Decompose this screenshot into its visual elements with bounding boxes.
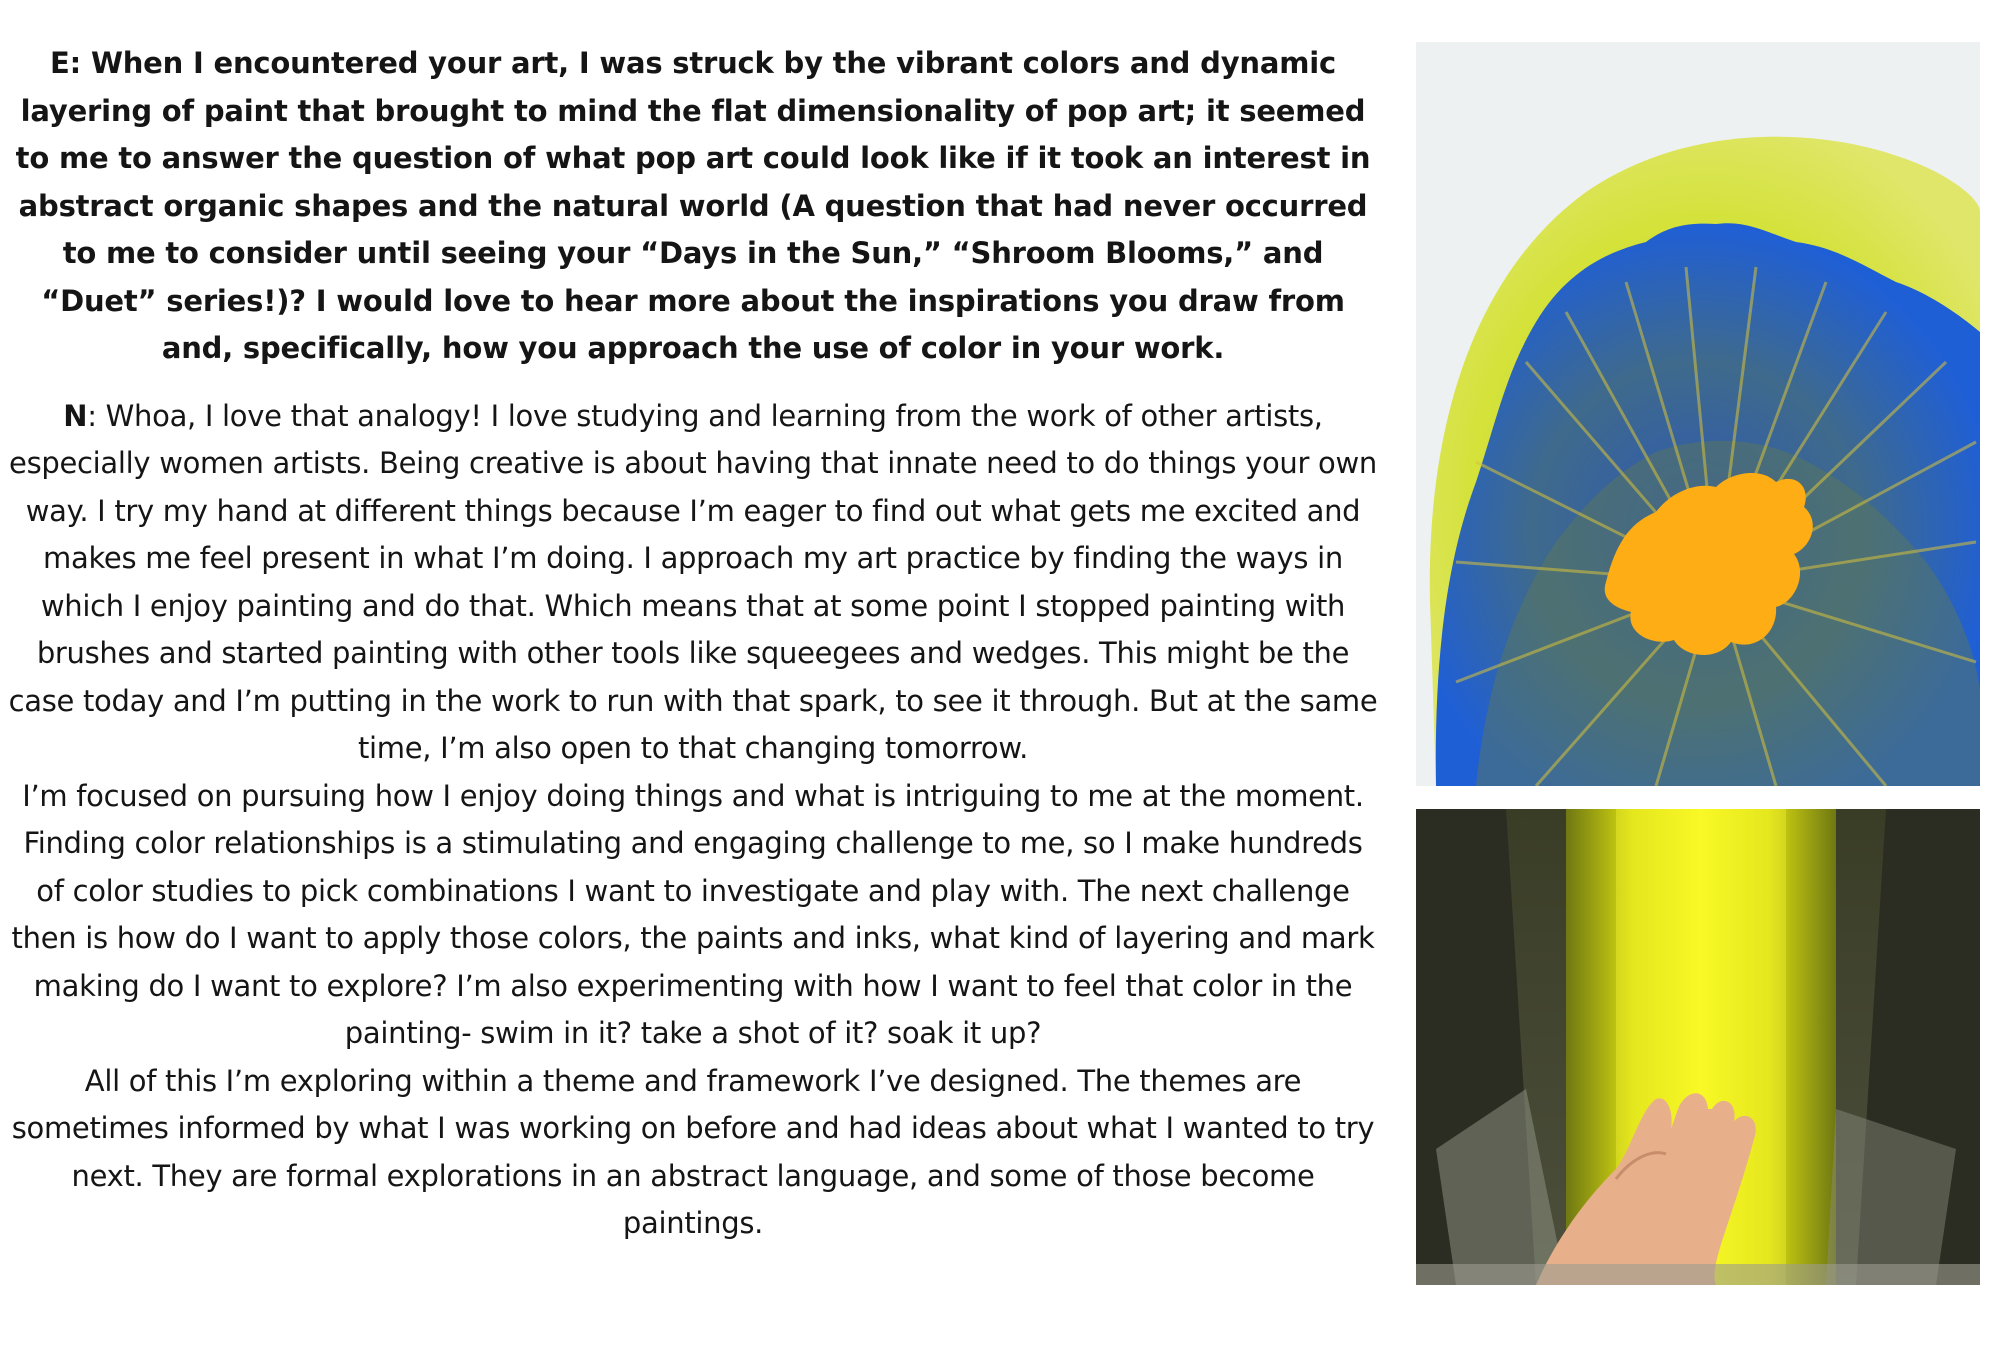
flower-painting-image (1416, 42, 1980, 786)
answer-block (8, 393, 1378, 1248)
flower-painting-graphic (1416, 42, 1980, 786)
answer-paragraph-1: N: Whoa, I love that analogy! I love studying and learning from the work of other artists, especially women artists. Being creative is about having that innate need to do things your own way. I try my hand at different things because I’m eager to find out what gets me excited and makes me feel present in what I’m doing. I approach my art practice by finding the ways in which I enjoy painting and do that. Which means that at some point I stopped painting with brushes and started painting with other tools like squeegees and wedges. This might be the case today and I’m putting in the work to run with that spark, to see it through. But at the same time, I’m also open to that changing tomorrow. (8, 398, 1378, 765)
question-text: When I encountered your art, I was struck by the vibrant colors and dynamic layering of paint that brought to mind the flat dimensionality of pop art; it seemed to me to answer the question of what pop art could look like if it took an interest in abstract organic shapes and the natural world (A question that had never occurred to me to consider until seeing your “Days in the Sun,” “Shroom Blooms,” and “Duet” series!)? I would love to hear more about the inspirations you draw from and, specifically, how you approach the use of color in your work. (15, 46, 1371, 365)
question-speaker: E (50, 46, 70, 80)
yellow-light-graphic (1416, 809, 1980, 1285)
answer-speaker: N (63, 398, 88, 433)
question-paragraph: E: When I encountered your art, I was struck by the vibrant colors and dynamic layering of paint that brought to mind the flat dimensionality of pop art; it seemed to me to answer the question of what pop art could look like if it took an interest in abstract organic shapes and the natural world (A question that had never occurred to me to consider until seeing your “Days in the Sun,” “Shroom Blooms,” and “Duet” series!)? I would love to hear more about the inspirations you draw from and, specifically, how you approach the use of color in your work. (15, 46, 1371, 365)
answer-paragraph-2: I’m focused on pursuing how I enjoy doing things and what is intriguing to me at the moment. Finding color relationships is a stimulating and engaging challenge to me, so I make hundreds of color studies to pick combinations I want to investigate and play with. The next challenge then is how do I want to apply those colors, the paints and inks, what kind of layering and mark making do I want to explore? I’m also experimenting with how I want to feel that color in the painting- swim in it? take a shot of it? soak it up? (11, 778, 1375, 1050)
yellow-light-hand-image (1416, 809, 1980, 1285)
answer-paragraph-3: All of this I’m exploring within a theme and framework I’ve designed. The themes are sometimes informed by what I was working on before and had ideas about what I wanted to try next. They are formal explorations in an abstract language, and some of those become paintings. (11, 1063, 1375, 1240)
answer-text-1: Whoa, I love that analogy! I love studying and learning from the work of other artists, especially women artists. Being creative is about having that innate need to do things your own way. I try my hand at different things because I’m eager to find out what gets me excited and makes me feel present in what I’m doing. I approach my art practice by finding the ways in which I enjoy painting and do that. Which means that at some point I stopped painting with brushes and started painting with other tools like squeegees and wedges. This might be the case today and I’m putting in the work to run with that spark, to see it through. But at the same time, I’m also open to that changing tomorrow. (8, 398, 1378, 765)
interview-text (8, 40, 1378, 1248)
